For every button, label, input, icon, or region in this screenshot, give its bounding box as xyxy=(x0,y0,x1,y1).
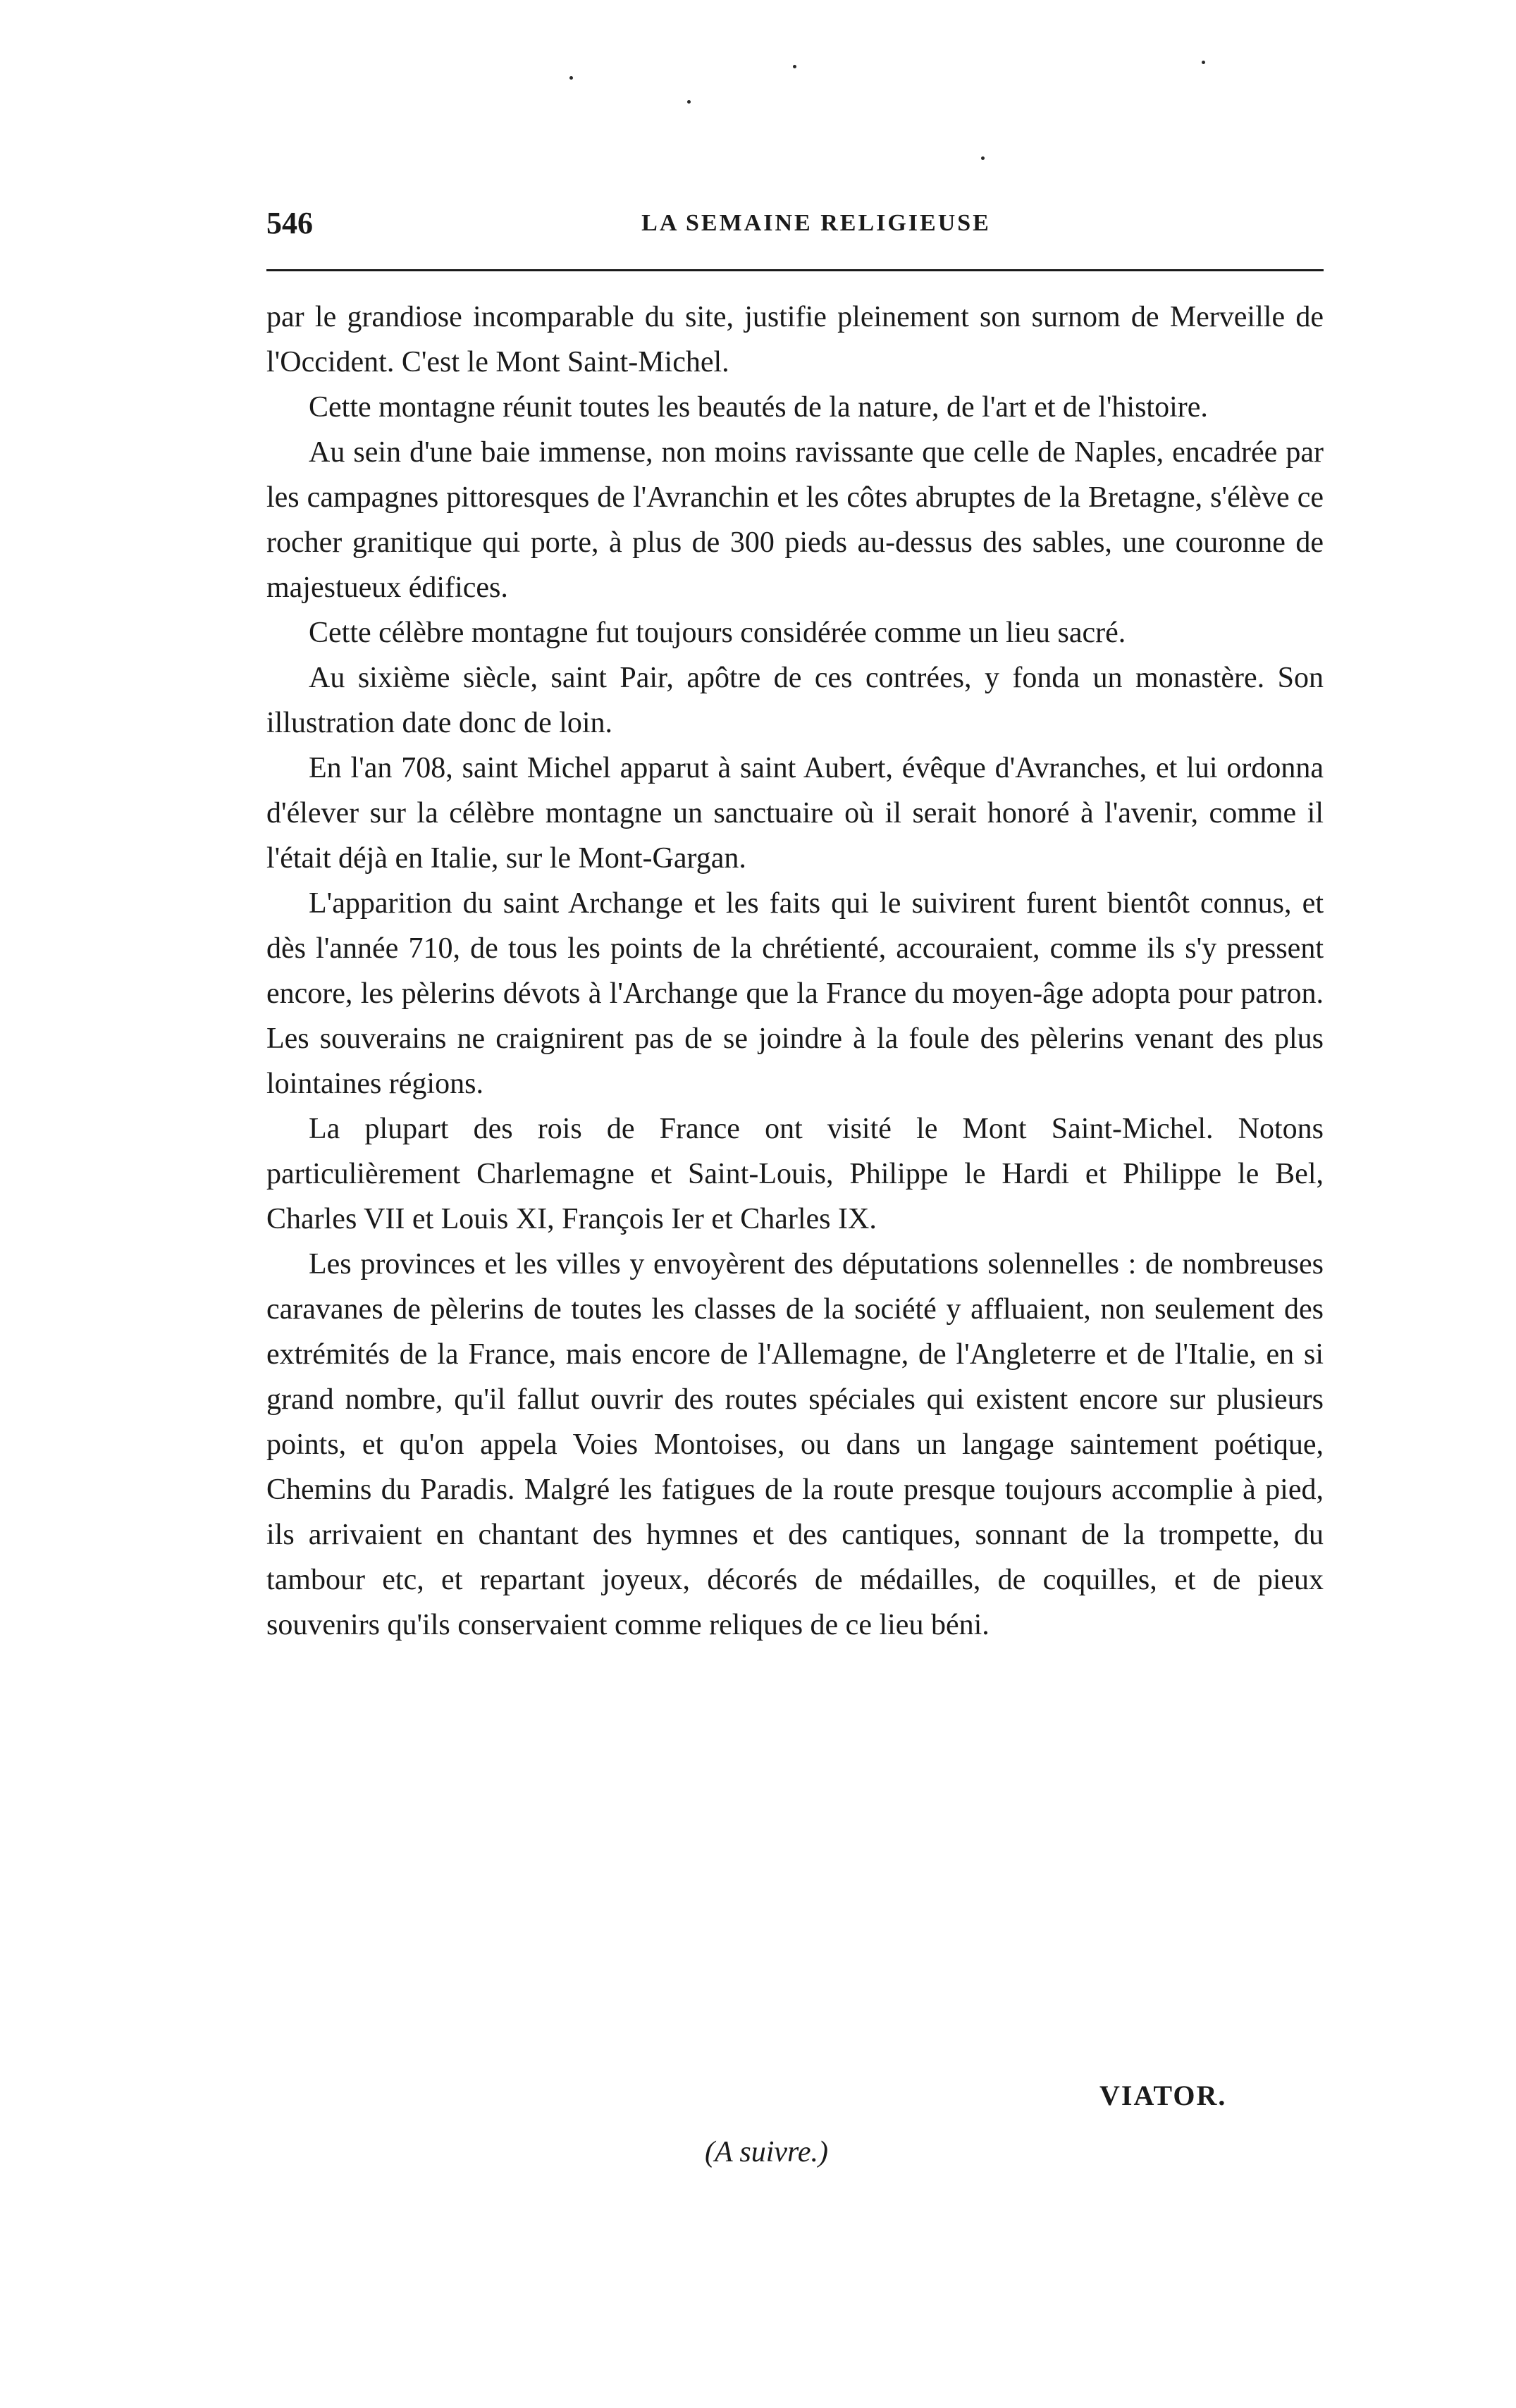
paragraph: En l'an 708, saint Michel apparut à saint Aubert, évêque d'Avranches, et lui ordonna d'élever sur la célèbre montagne un sanctuaire où il serait honoré à l'avenir, comme il l'était déjà en Italie, sur le Mont-Gargan. xyxy=(266,752,1324,875)
paragraph: Cette montagne réunit toutes les beautés de la nature, de l'art et de l'histoire. xyxy=(309,391,1208,424)
header-rule xyxy=(266,269,1324,271)
paragraph: Les provinces et les villes y envoyèrent des députations solennelles : de nombreuses caravanes de pèlerins de toutes les classes de la société y affluaient, non seulement des extrémités de la France, mais encore de l'Allemagne, de l'Angleterre et de l'Italie, en si grand nombre, qu'il fallut ouvrir des routes spéciales qui existent encore sur plusieurs points, et qu'on appela Voies Montoises, ou dans un langage saintement poétique, Chemins du Paradis. Malgré les fatigues de la route presque toujours accomplie à pied, ils arrivaient en chantant des hymnes et des cantiques, sonnant de la trompette, du tambour etc, et repartant joyeux, décorés de médailles, de coquilles, et de pieux souvenirs qu'ils conservaient comme reliques de ce lieu béni. xyxy=(266,1248,1324,1641)
running-title: LA SEMAINE RELIGIEUSE xyxy=(641,210,991,236)
paragraph: La plupart des rois de France ont visité le Mont Saint-Michel. Notons particulièrement Charlemagne et Saint-Louis, Philippe le Hardi et Philippe le Bel, Charles VII et Louis XI, François Ier et Charles IX. xyxy=(266,1113,1324,1235)
print-speck xyxy=(1202,61,1205,64)
page-number: 546 xyxy=(266,206,313,240)
paragraph: L'apparition du saint Archange et les faits qui le suivirent furent bientôt connus, et dès l'année 710, de tous les points de la chrétienté, accouraient, comme ils s'y pressent encore, les pèlerins dévots à l'Archange que la France du moyen-âge adopta pour patron. Les souverains ne craignirent pas de se joindre à la foule des pèlerins venant des plus lointaines régions. xyxy=(266,887,1324,1100)
print-speck xyxy=(569,76,573,80)
page-header xyxy=(266,199,1324,248)
paragraph: Cette célèbre montagne fut toujours considérée comme un lieu sacré. xyxy=(309,617,1126,649)
paragraph: par le grandiose incomparable du site, justifie pleinement son surnom de Merveille de l'Occident. C'est le Mont Saint-Michel. xyxy=(266,301,1324,378)
continuation-note: (A suivre.) xyxy=(705,2136,828,2168)
print-speck xyxy=(981,156,985,160)
print-speck xyxy=(687,100,691,104)
paragraph: Au sixième siècle, saint Pair, apôtre de ces contrées, y fonda un monastère. Son illustration date donc de loin. xyxy=(266,662,1324,739)
print-speck xyxy=(793,65,796,68)
paragraph: Au sein d'une baie immense, non moins ravissante que celle de Naples, encadrée par les campagnes pittoresques de l'Avranchin et les côtes abruptes de la Bretagne, s'élève ce rocher granitique qui porte, à plus de 300 pieds au-dessus des sables, une couronne de majestueux édifices. xyxy=(266,436,1324,604)
author-signature: VIATOR. xyxy=(1099,2080,1227,2111)
article-body xyxy=(266,295,1324,1648)
